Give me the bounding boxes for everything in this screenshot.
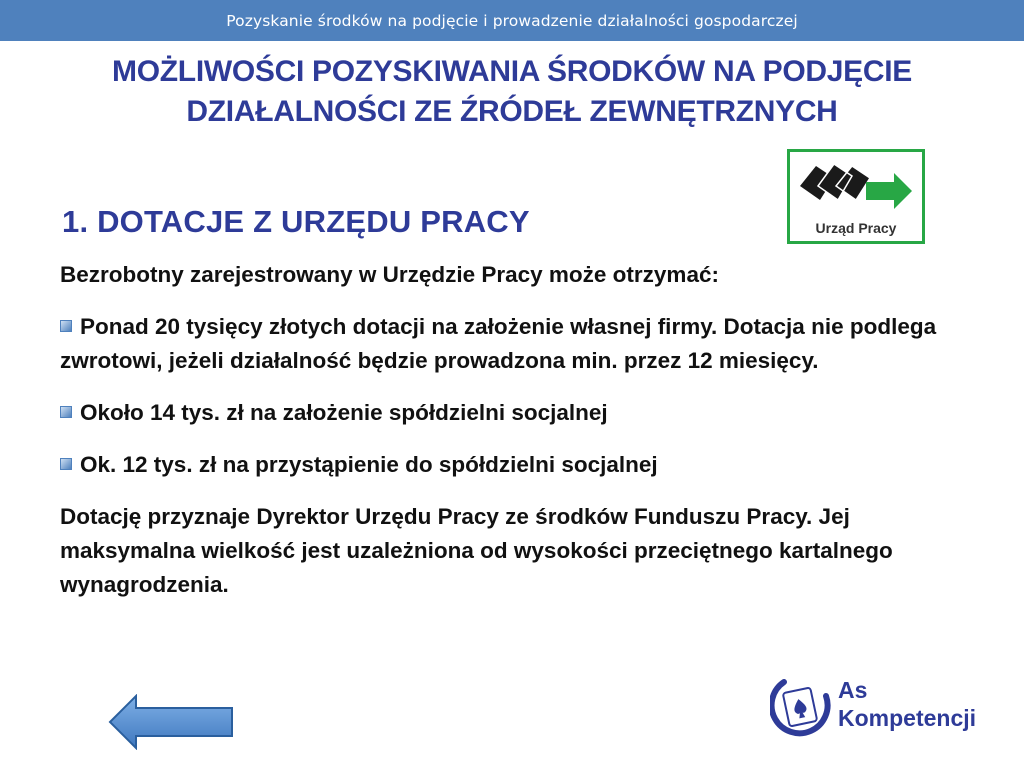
slide-title bbox=[40, 52, 984, 132]
bullet-text: Ok. 12 tys. zł na przystąpienie do spółdzielni socjalnej bbox=[80, 452, 658, 477]
square-bullet-icon bbox=[60, 320, 72, 332]
brand-name-line-1: As bbox=[838, 677, 868, 703]
slide-title-line-1: MOŻLIWOŚCI POZYSKIWANIA ŚRODKÓW NA PODJĘCIE bbox=[112, 55, 912, 88]
as-kompetencji-logo-icon bbox=[770, 672, 834, 742]
urzad-pracy-logo bbox=[787, 149, 925, 244]
intro-text: Bezrobotny zarejestrowany w Urzędzie Pracy może otrzymać: bbox=[60, 262, 719, 287]
brand-name-line-2: Kompetencji bbox=[838, 705, 977, 731]
closing-text: Dotację przyznaje Dyrektor Urzędu Pracy ze środków Funduszu Pracy. Jej maksymalna wielkość jest uzależniona od wysokości przeciętnego kartalnego wynagrodzenia. bbox=[60, 504, 893, 597]
square-bullet-icon bbox=[60, 406, 72, 418]
presentation-subtitle: Pozyskanie środków na podjęcie i prowadzenie działalności gospodarczej bbox=[226, 11, 798, 30]
list-item bbox=[60, 448, 950, 482]
back-arrow-icon bbox=[108, 694, 236, 750]
list-item bbox=[60, 396, 950, 430]
bullet-text: Około 14 tys. zł na założenie spółdzielni socjalnej bbox=[80, 400, 608, 425]
as-kompetencji-logo bbox=[770, 672, 1000, 742]
list-item bbox=[60, 310, 950, 378]
section-title: 1. DOTACJE Z URZĘDU PRACY bbox=[62, 204, 530, 239]
urzad-pracy-label: Urząd Pracy bbox=[815, 220, 897, 236]
brand-name bbox=[838, 676, 976, 732]
slide-title-line-2: DZIAŁALNOŚCI ZE ŹRÓDEŁ ZEWNĘTRZNYCH bbox=[186, 95, 838, 128]
slide-content bbox=[60, 258, 950, 602]
bullet-text: Ponad 20 tysięcy złotych dotacji na założenie własnej firmy. Dotacja nie podlega zwrotowi, jeżeli działalność będzie prowadzona min. przez 12 miesięcy. bbox=[60, 314, 937, 373]
top-bar bbox=[0, 0, 1024, 41]
back-button[interactable] bbox=[108, 694, 236, 755]
square-bullet-icon bbox=[60, 458, 72, 470]
